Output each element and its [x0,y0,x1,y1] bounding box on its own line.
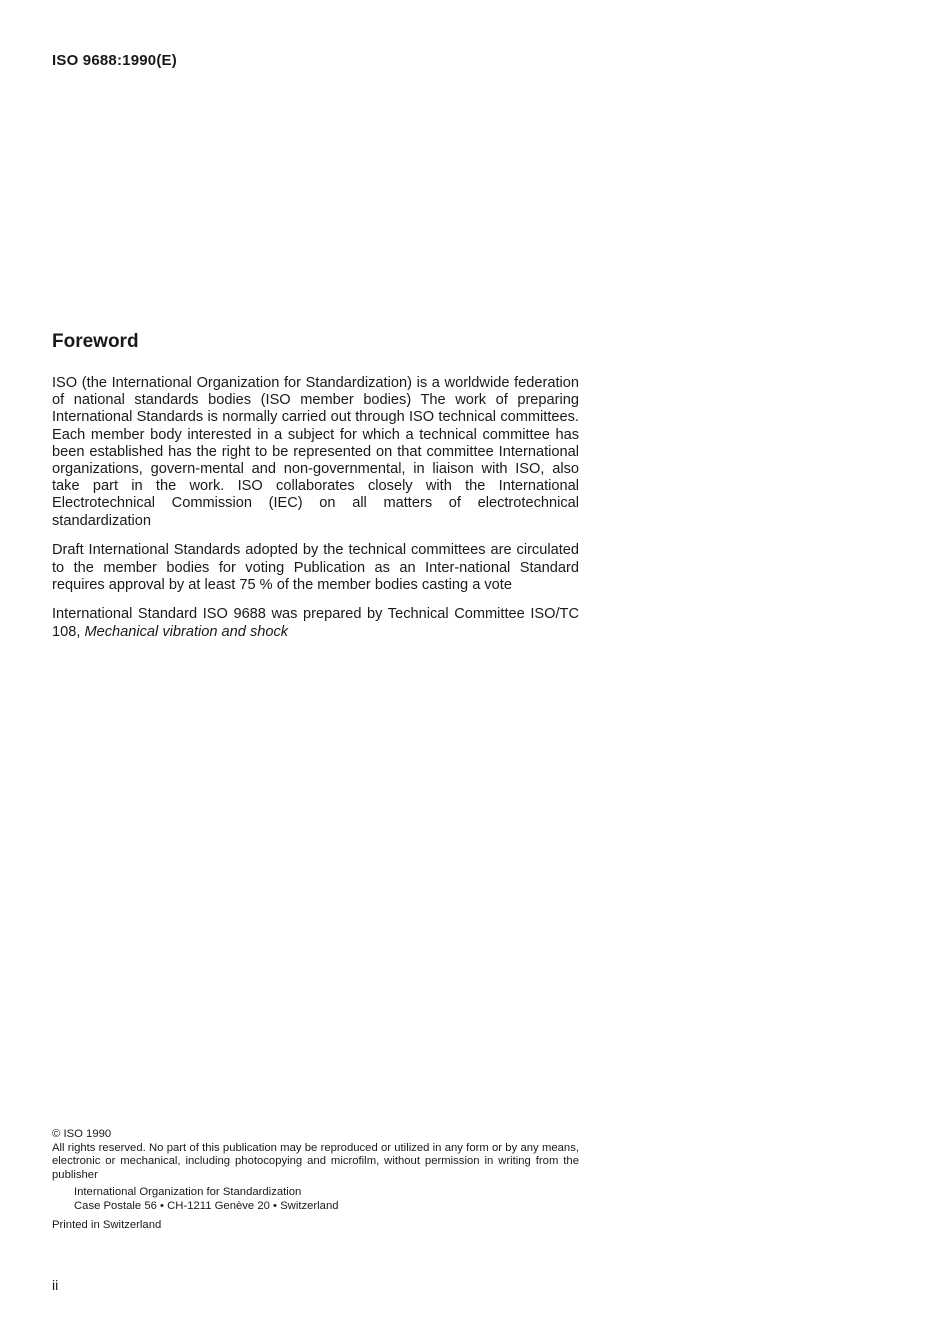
foreword-paragraph-3 [52,606,579,640]
publisher-postal: Case Postale 56 • CH-1211 Genève 20 • Switzerland [74,1199,339,1212]
rights-statement: All rights reserved. No part of this publication may be reproduced or utilized in any form or by any means, electronic or mechanical, including photocopying and microfilm, without permission in writing from the publisher [52,1141,579,1181]
document-id: ISO 9688:1990(E) [52,52,177,69]
copyright-notice: © ISO 1990 [52,1128,112,1140]
publisher-address [52,1186,579,1213]
page-number: ii [52,1277,59,1293]
paragraph-3-text: International Standard ISO 9688 was prepared by Technical Committee ISO/TC 108, [52,606,579,640]
publisher-name: International Organization for Standardization [74,1186,302,1199]
printed-in: Printed in Switzerland [52,1218,162,1231]
foreword-heading: Foreword [52,331,139,352]
committee-title: Mechanical vibration and shock [84,623,289,640]
foreword-body [52,375,579,653]
foreword-paragraph-2: Draft International Standards adopted by the technical committees are circulated to the member bodies for voting Publication as an Inter-national Standard requires approval by at least 75 % of the member bodies casting a vote [52,542,579,593]
copyright-block [52,1128,579,1232]
foreword-paragraph-1: ISO (the International Organization for Standardization) is a worldwide federation of national standards bodies (ISO member bodies) The work of preparing International Standards is normally carried out through ISO technical committees. Each member body interested in a subject for which a technical committee has been established has the right to be represented on that committee International organizations, govern-mental and non-governmental, in liaison with ISO, also take part in the work. ISO collaborates closely with the International Electrotechnical Commission (IEC) on all matters of electrotechnical standardization [52,375,579,529]
